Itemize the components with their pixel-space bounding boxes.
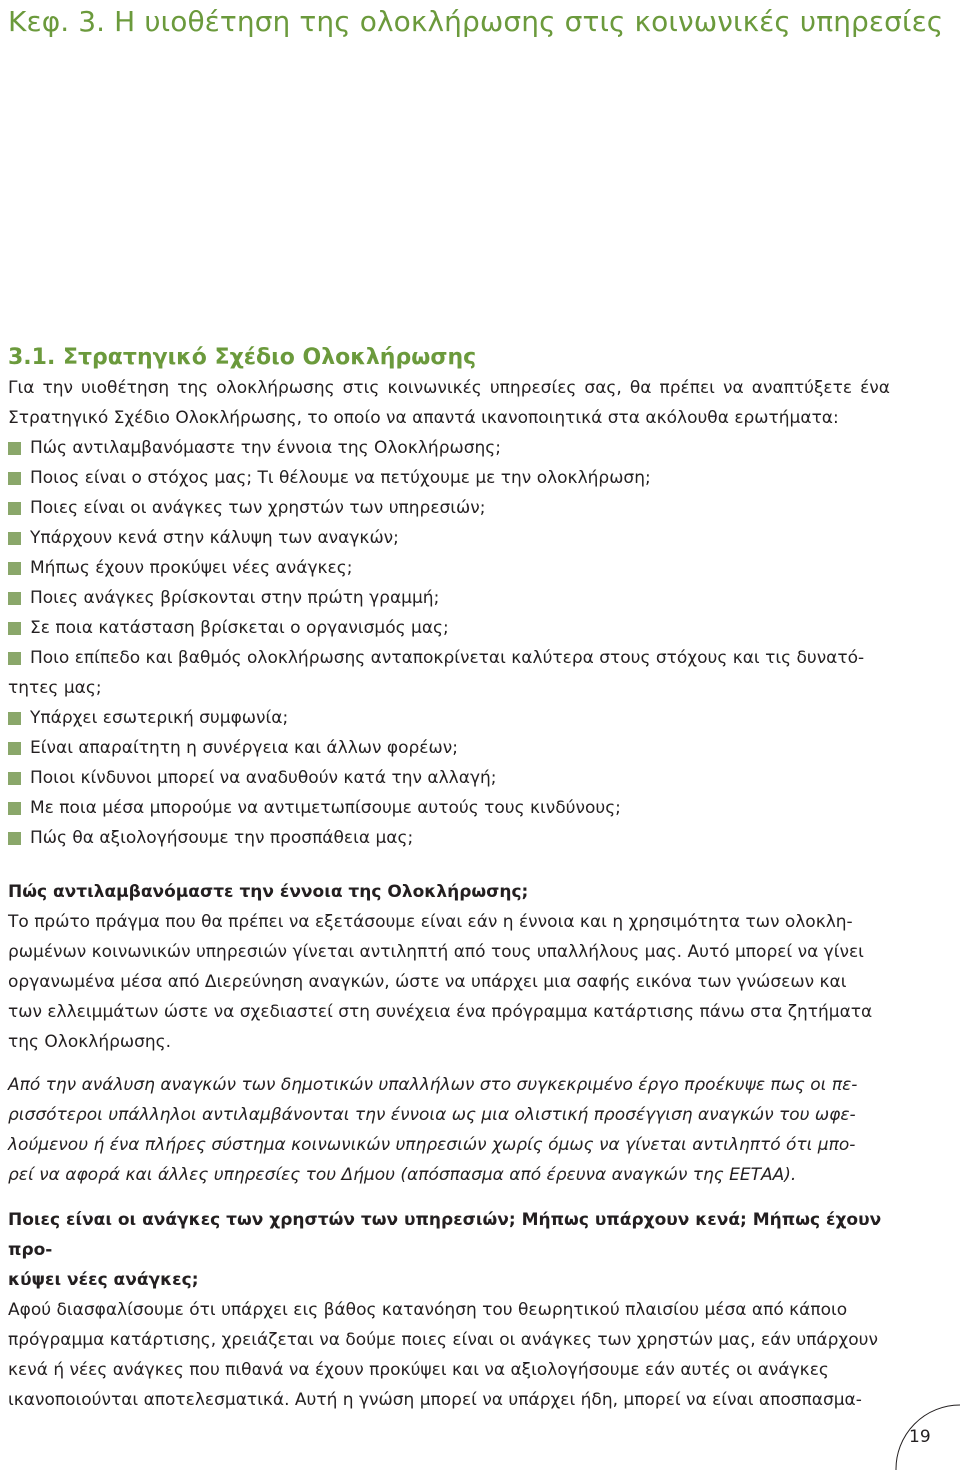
list-item: Πώς αντιλαμβανόμαστε την έννοια της Ολοκλήρωσης; <box>8 433 890 463</box>
sub-heading-concept: Πώς αντιλαμβανόμαστε την έννοια της Ολοκλήρωσης; <box>8 882 529 902</box>
text-line: Αφού διασφαλίσουμε ότι υπάρχει εις βάθος κατανόηση του θεωρητικού πλαισίου μέσα από κάποιο <box>8 1300 848 1320</box>
sub-heading-needs <box>8 1205 890 1295</box>
text-line: της Ολοκλήρωσης. <box>8 1032 172 1052</box>
list-item: Υπάρχει εσωτερική συμφωνία; <box>8 703 890 733</box>
quote-line: λούμενου ή ένα πλήρες σύστημα κοινωνικών υπηρεσιών χωρίς όμως να γίνεται αντιληπτό ότι μπο- <box>8 1135 856 1155</box>
text-line: Το πρώτο πράγμα που θα πρέπει να εξετάσουμε είναι εάν η έννοια και η χρησιμότητα των ολοκλη- <box>8 912 853 932</box>
quote-line: ρεί να αφορά και άλλες υπηρεσίες του Δήμου (απόσπασμα από έρευνα αναγκών της ΕΕΤΑΑ). <box>8 1165 797 1185</box>
question-list <box>8 433 890 853</box>
quote-line: Από την ανάλυση αναγκών των δημοτικών υπαλλήλων στο συγκεκριμένο έργο προέκυψε πως οι πε- <box>8 1075 858 1095</box>
list-item: Υπάρχουν κενά στην κάλυψη των αναγκών; <box>8 523 890 553</box>
bullet-square-icon <box>8 742 21 755</box>
heading-line: κύψει νέες ανάγκες; <box>8 1270 199 1290</box>
bullet-square-icon <box>8 712 21 725</box>
bullet-square-icon <box>8 622 21 635</box>
main-content <box>8 343 890 1415</box>
list-item: Πώς θα αξιολογήσουμε την προσπάθεια μας; <box>8 823 890 853</box>
bullet-square-icon <box>8 802 21 815</box>
paragraph-needs <box>8 1295 890 1415</box>
list-item: Ποιες ανάγκες βρίσκονται στην πρώτη γραμμή; <box>8 583 890 613</box>
section-heading: 3.1. Στρατηγικό Σχέδιο Ολοκλήρωσης <box>8 345 477 370</box>
section-intro: Για την υιοθέτηση της ολοκλήρωσης στις κοινωνικές υπηρεσίες σας, θα πρέπει να αναπτύξετε ένα Στρατηγικό Σχέδιο Ολοκλήρωσης, το οποίο να απαντά ικανοποιητικά στα ακόλουθα ερωτήματα: <box>8 378 890 428</box>
list-item: Με ποια μέσα μπορούμε να αντιμετωπίσουμε αυτούς τους κινδύνους; <box>8 793 890 823</box>
page-number: 19 <box>909 1427 931 1447</box>
bullet-square-icon <box>8 652 21 665</box>
text-line: ικανοποιούνται αποτελεσματικά. Αυτή η γνώση μπορεί να υπάρχει ήδη, μπορεί να είναι αποσπασμα- <box>8 1390 862 1410</box>
paragraph-concept <box>8 907 890 1057</box>
block-concept <box>8 877 890 1190</box>
list-item: Ποιο επίπεδο και βαθμός ολοκλήρωσης ανταποκρίνεται καλύτερα στους στόχους και τις δυνατό- τητες μας; <box>8 643 890 703</box>
list-item: Ποιοι κίνδυνοι μπορεί να αναδυθούν κατά την αλλαγή; <box>8 763 890 793</box>
list-item: Ποιες είναι οι ανάγκες των χρηστών των υπηρεσιών; <box>8 493 890 523</box>
text-line: ρωμένων κοινωνικών υπηρεσιών γίνεται αντιληπτή από τους υπαλλήλους μας. Αυτό μπορεί να γίνει <box>8 942 864 962</box>
bullet-square-icon <box>8 832 21 845</box>
bullet-square-icon <box>8 472 21 485</box>
list-item: Σε ποια κατάσταση βρίσκεται ο οργανισμός μας; <box>8 613 890 643</box>
bullet-square-icon <box>8 562 21 575</box>
research-quote <box>8 1070 890 1190</box>
list-item: Ποιος είναι ο στόχος μας; Τι θέλουμε να πετύχουμε με την ολοκλήρωση; <box>8 463 890 493</box>
text-line: οργανωμένα μέσα από Διερεύνηση αναγκών, ώστε να υπάρχει μια σαφής εικόνα των γνώσεων και <box>8 972 847 992</box>
block-needs <box>8 1205 890 1415</box>
bullet-square-icon <box>8 502 21 515</box>
text-line: των ελλειμμάτων ώστε να σχεδιαστεί στη συνέχεια ένα πρόγραμμα κατάρτισης πάνω στα ζητήματα <box>8 1002 873 1022</box>
list-item-continuation: τητες μας; <box>8 678 102 698</box>
page-number-badge <box>889 1404 960 1470</box>
bullet-square-icon <box>8 442 21 455</box>
bullet-square-icon <box>8 592 21 605</box>
text-line: κενά ή νέες ανάγκες που πιθανά να έχουν προκύψει και να αξιολογήσουμε εάν αυτές οι ανάγκες <box>8 1360 829 1380</box>
bullet-square-icon <box>8 772 21 785</box>
quote-line: ρισσότεροι υπάλληλοι αντιλαμβάνονται την έννοια ως μια ολιστική προσέγγιση αναγκών του ωφε- <box>8 1105 856 1125</box>
heading-line: Ποιες είναι οι ανάγκες των χρηστών των υπηρεσιών; Μήπως υπάρχουν κενά; Μήπως έχουν προ- <box>8 1210 882 1260</box>
list-item: Μήπως έχουν προκύψει νέες ανάγκες; <box>8 553 890 583</box>
list-item: Είναι απαραίτητη η συνέργεια και άλλων φορέων; <box>8 733 890 763</box>
bullet-square-icon <box>8 532 21 545</box>
text-line: πρόγραμμα κατάρτισης, χρειάζεται να δούμε ποιες είναι οι ανάγκες των χρηστών μας, εάν υπάρχουν <box>8 1330 878 1350</box>
chapter-title: Κεφ. 3. Η υιοθέτηση της ολοκλήρωσης στις κοινωνικές υπηρεσίες <box>8 5 944 38</box>
